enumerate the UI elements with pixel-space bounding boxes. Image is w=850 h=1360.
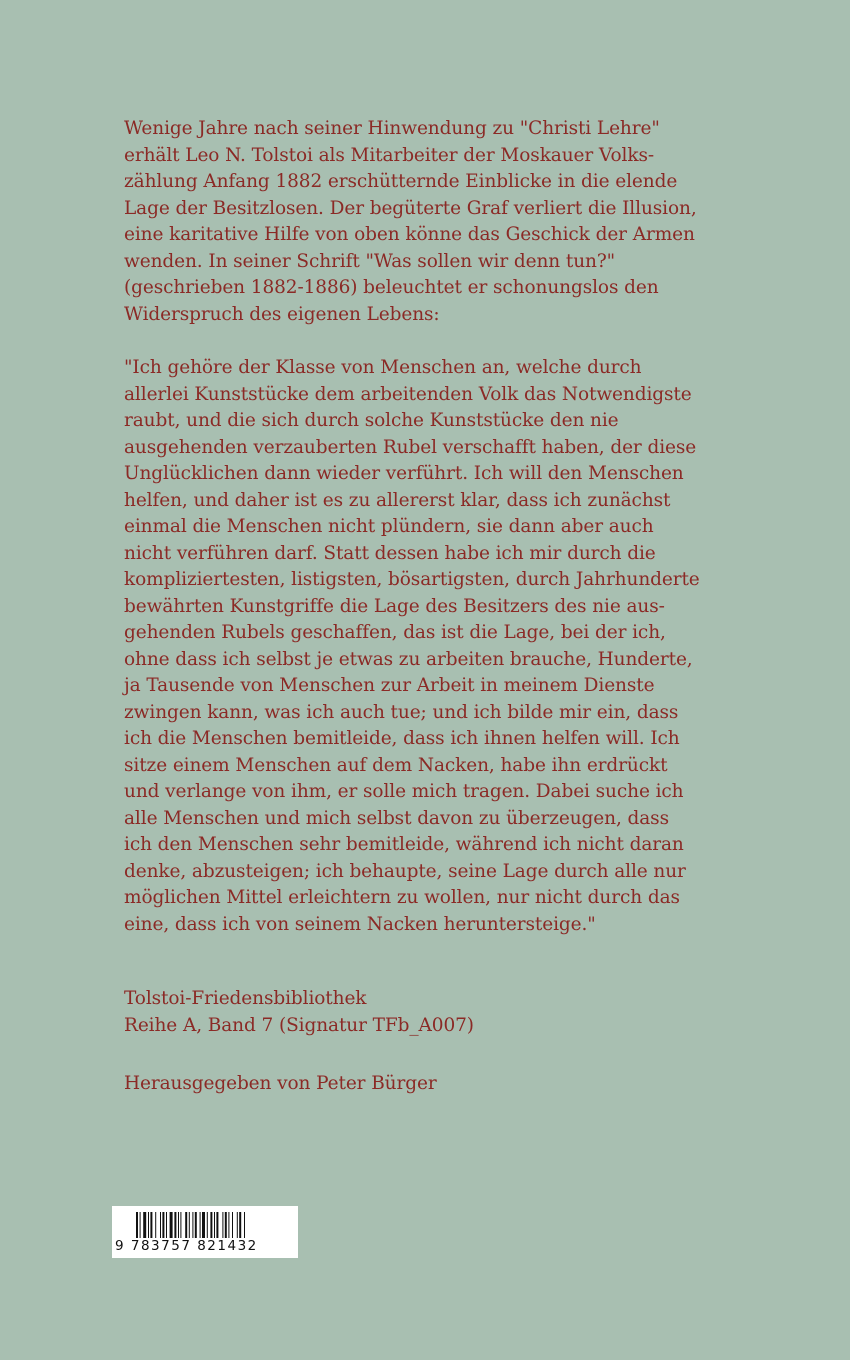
barcode-bar xyxy=(180,1212,181,1238)
editor-credit xyxy=(124,1071,724,1098)
quote-line: bewährten Kunstgriffe die Lage des Besitzers des nie aus- xyxy=(124,595,665,617)
editor-line: Herausgegeben von Peter Bürger xyxy=(124,1073,437,1094)
quote-line: ich die Menschen bemitleide, dass ich ihnen helfen will. Ich xyxy=(124,728,680,749)
quote-line: Unglücklichen dann wieder verführt. Ich will den Menschen xyxy=(124,463,684,484)
barcode-bar xyxy=(162,1212,164,1238)
quote-line: zwingen kann, was ich auch tue; und ich bilde mir ein, dass xyxy=(124,701,679,723)
barcode-bar xyxy=(155,1212,156,1238)
intro-line: Wenige Jahre nach seiner Hinwendung zu "Christi Lehre" xyxy=(124,118,660,139)
intro-line: (geschrieben 1882-1886) beleuchtet er schonungslos den xyxy=(124,277,659,298)
series-title: Tolstoi-Friedensbibliothek xyxy=(124,988,367,1009)
isbn-barcode xyxy=(112,1206,298,1258)
quote-line: und verlange von ihm, er solle mich tragen. Dabei suche ich xyxy=(124,781,684,802)
barcode-bar xyxy=(148,1212,149,1238)
barcode-bar xyxy=(178,1212,179,1238)
series-volume: Reihe A, Band 7 (Signatur TFb_A007) xyxy=(124,1014,474,1036)
intro-line: wenden. In seiner Schrift "Was sollen wir denn tun?" xyxy=(124,250,616,272)
barcode-bar xyxy=(170,1212,173,1238)
barcode-icon xyxy=(136,1212,286,1238)
intro-line: Widerspruch des eigenen Lebens: xyxy=(124,303,440,325)
quote-line: ich den Menschen sehr bemitleide, während ich nicht daran xyxy=(124,834,684,855)
quote-line: sitze einem Menschen auf dem Nacken, habe ihn erdrückt xyxy=(124,754,668,776)
isbn-number: 9 783757 821432 xyxy=(115,1238,258,1254)
tolstoi-quote xyxy=(124,355,724,938)
intro-paragraph xyxy=(124,116,724,328)
quote-line: einmal die Menschen nicht plündern, sie dann aber auch xyxy=(124,516,654,537)
barcode-bar xyxy=(228,1212,229,1238)
quote-line: denke, abzusteigen; ich behaupte, seine Lage durch alle nur xyxy=(124,860,686,882)
barcode-bar xyxy=(214,1212,215,1238)
barcode-bar xyxy=(136,1212,138,1238)
barcode-bar xyxy=(225,1212,227,1238)
barcode-bar xyxy=(195,1212,197,1238)
barcode-bar xyxy=(192,1212,193,1238)
barcode-bar xyxy=(244,1212,245,1238)
barcode-bar xyxy=(232,1212,233,1238)
barcode-bar xyxy=(143,1212,146,1238)
quote-line: eine, dass ich von seinem Nacken heruntersteige." xyxy=(124,913,596,935)
barcode-bar xyxy=(222,1212,223,1238)
barcode-bar xyxy=(166,1212,167,1238)
quote-line: gehenden Rubels geschaffen, das ist die Lage, bei der ich, xyxy=(124,622,666,643)
quote-line: ja Tausende von Menschen zur Arbeit in meinem Dienste xyxy=(124,675,655,696)
quote-line: alle Menschen und mich selbst davon zu überzeugen, dass xyxy=(124,807,669,829)
series-info xyxy=(124,986,724,1039)
barcode-bar xyxy=(160,1212,161,1238)
intro-line: eine karitative Hilfe von oben könne das Geschick der Armen xyxy=(124,224,695,245)
barcode-bar xyxy=(239,1212,241,1238)
barcode-bar xyxy=(140,1212,141,1238)
barcode-bar xyxy=(185,1212,187,1238)
barcode-bar xyxy=(207,1212,208,1238)
quote-line: allerlei Kunststücke dem arbeitenden Volk das Notwendigste xyxy=(124,383,692,405)
barcode-bar xyxy=(216,1212,218,1238)
intro-line: zählung Anfang 1882 erschütternde Einblicke in die elende xyxy=(124,171,678,192)
quote-line: raubt, und die sich durch solche Kunststücke den nie xyxy=(124,410,619,431)
intro-line: erhält Leo N. Tolstoi als Mitarbeiter der Moskauer Volks- xyxy=(124,144,654,166)
barcode-bar xyxy=(174,1212,176,1238)
quote-line: ausgehenden verzauberten Rubel verschafft haben, der diese xyxy=(124,436,697,458)
barcode-bar xyxy=(150,1212,152,1238)
quote-line: möglichen Mittel erleichtern zu wollen, nur nicht durch das xyxy=(124,887,680,908)
barcode-bar xyxy=(210,1212,212,1238)
intro-line: Lage der Besitzlosen. Der begüterte Graf verliert die Illusion, xyxy=(124,197,697,219)
barcode-bar xyxy=(237,1212,238,1238)
barcode-bar xyxy=(189,1212,190,1238)
quote-line: kompliziertesten, listigsten, bösartigsten, durch Jahrhunderte xyxy=(124,569,700,590)
barcode-bar xyxy=(202,1212,205,1238)
quote-line: "Ich gehöre der Klasse von Menschen an, welche durch xyxy=(124,357,642,378)
quote-line: ohne dass ich selbst je etwas zu arbeiten brauche, Hunderte, xyxy=(124,648,693,670)
quote-line: helfen, und daher ist es zu allererst klar, dass ich zunächst xyxy=(124,489,671,511)
barcode-bar xyxy=(200,1212,201,1238)
quote-line: nicht verführen darf. Statt dessen habe ich mir durch die xyxy=(124,542,656,564)
